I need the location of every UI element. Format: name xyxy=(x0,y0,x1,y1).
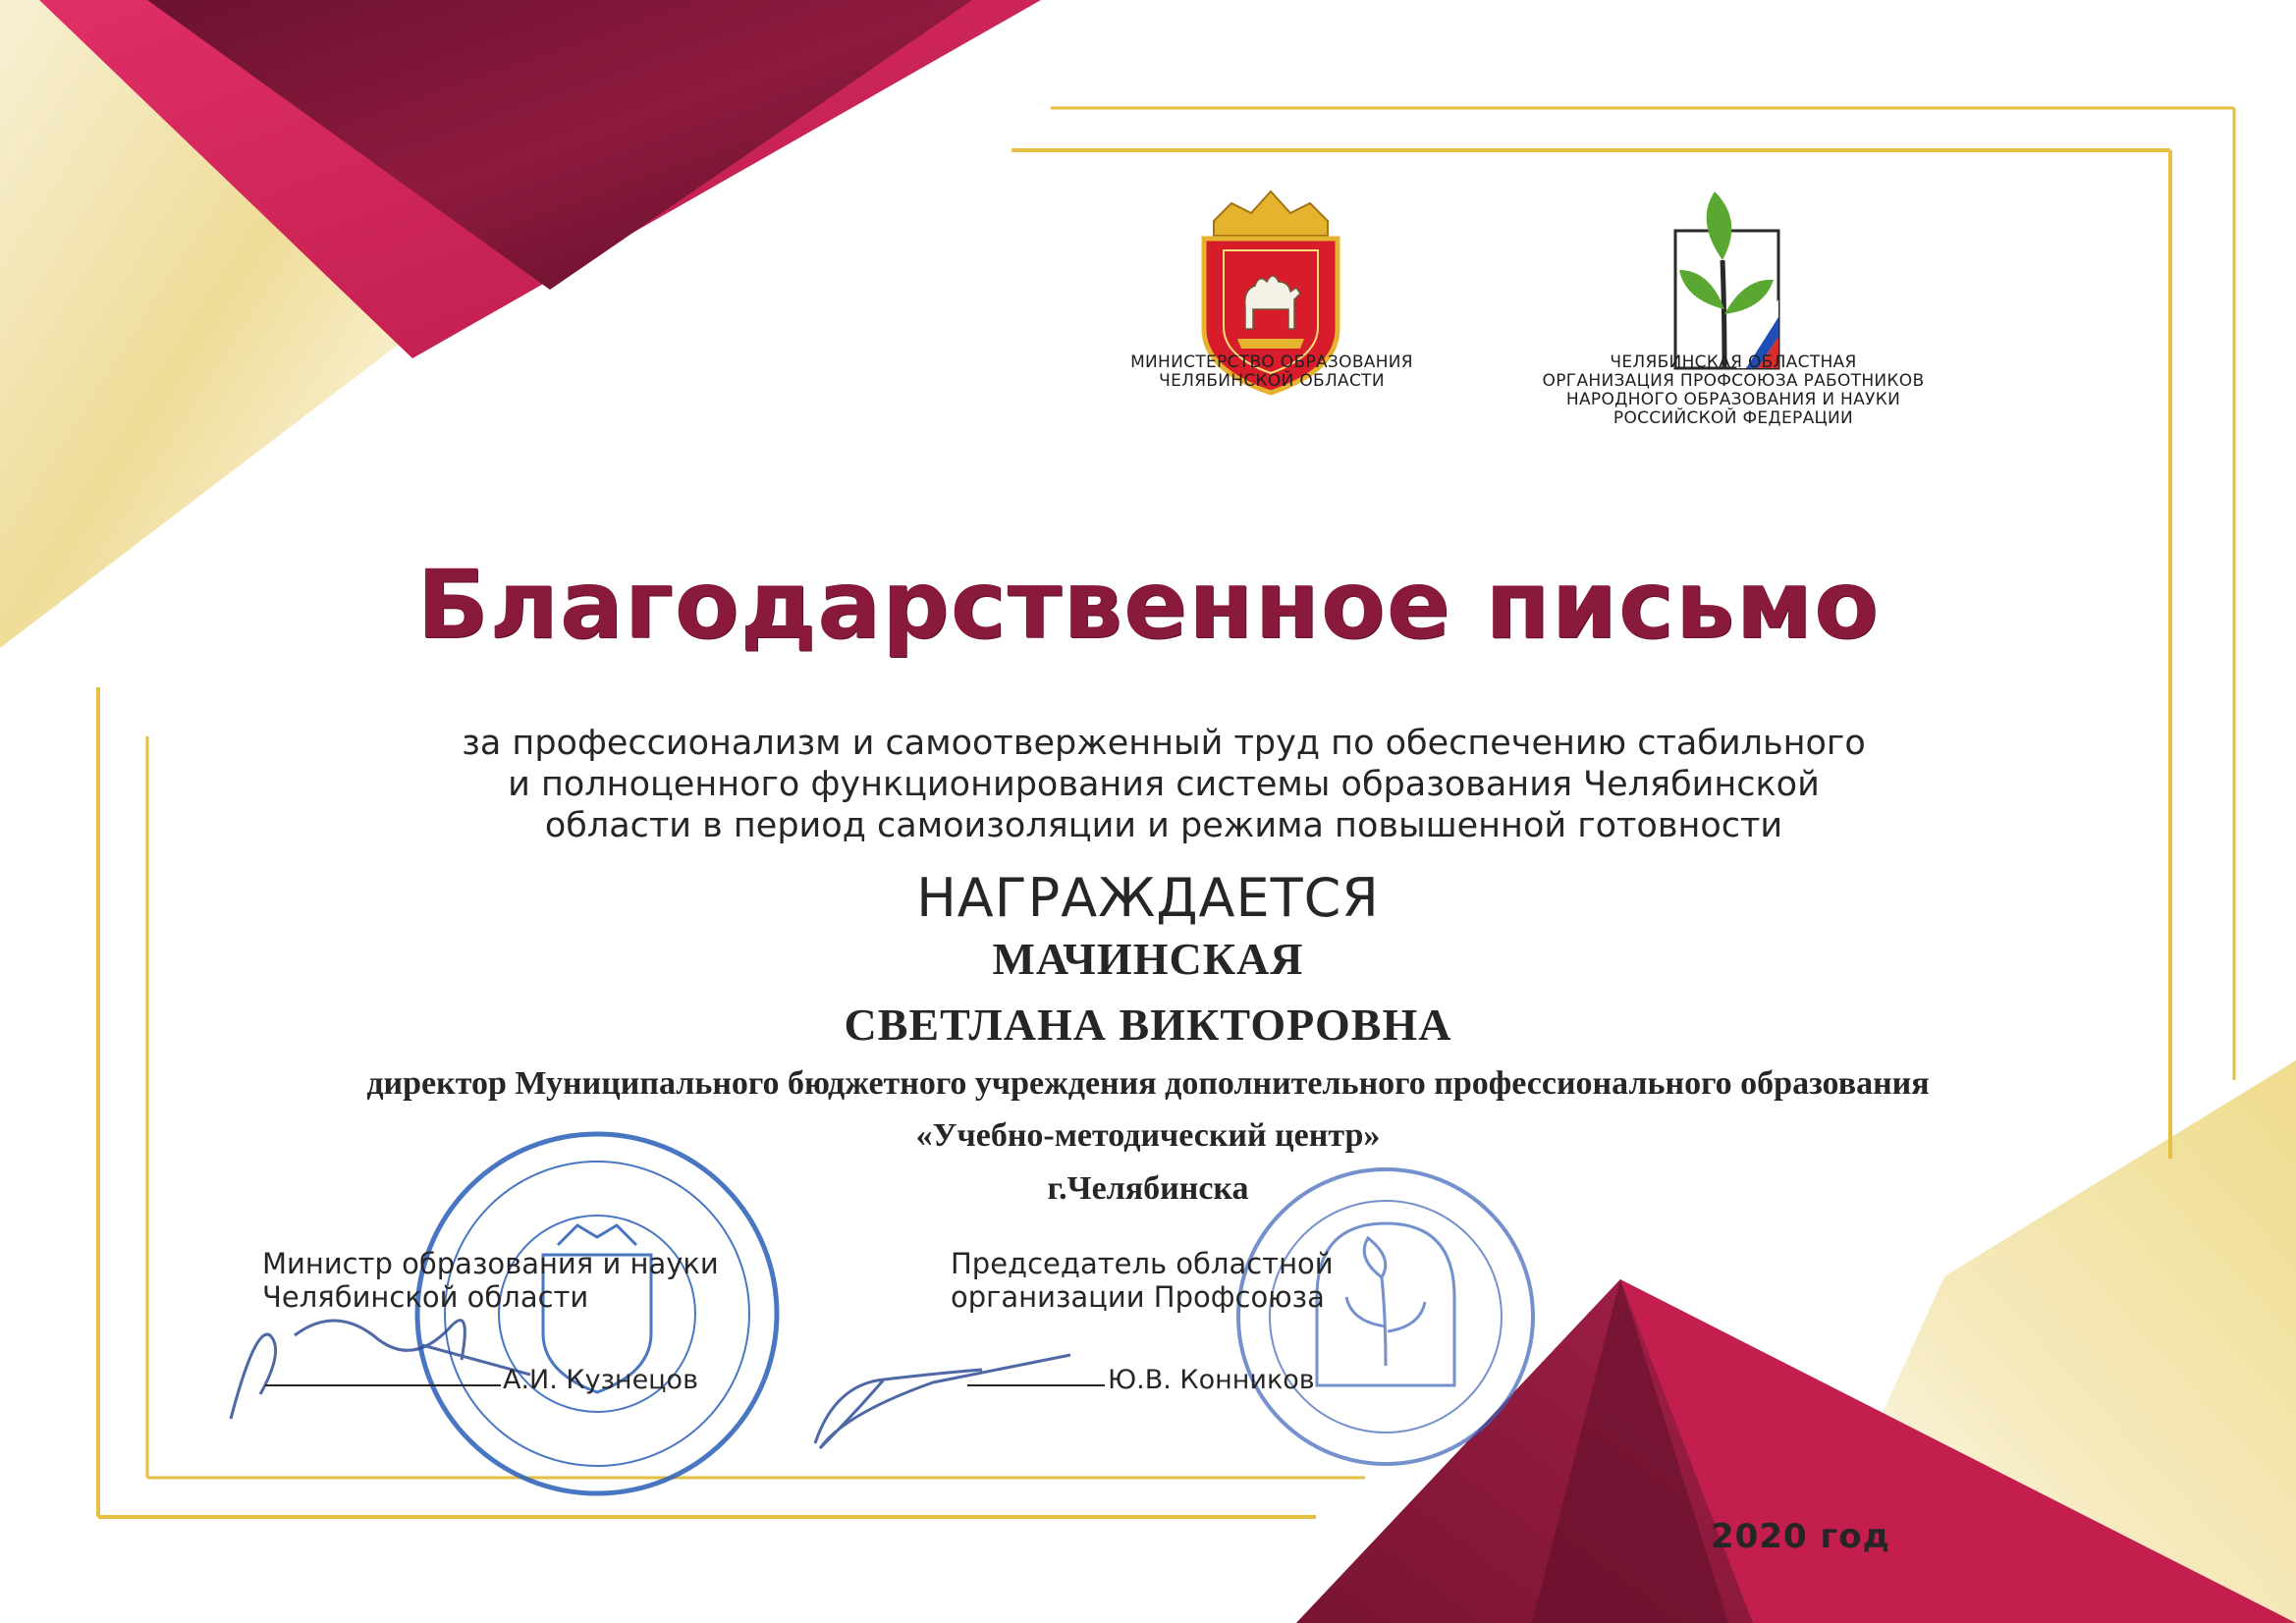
ministry-caption-line: МИНИСТЕРСТВО ОБРАЗОВАНИЯ xyxy=(1130,352,1413,372)
chairman-caption xyxy=(951,1247,1334,1314)
union-caption-line: ОРГАНИЗАЦИЯ ПРОФСОЮЗА РАБОТНИКОВ xyxy=(1542,371,1925,391)
minister-caption xyxy=(262,1247,719,1314)
union-caption-line: НАРОДНОГО ОБРАЗОВАНИЯ И НАУКИ xyxy=(1565,390,1901,409)
signature-right xyxy=(815,1355,1070,1448)
minister-caption-line: Челябинской области xyxy=(262,1280,589,1314)
union-caption xyxy=(1503,353,1964,428)
award-reason xyxy=(295,723,2033,846)
minister-name: А.И. Кузнецов xyxy=(503,1365,698,1395)
chairman-name: Ю.В. Конников xyxy=(1108,1365,1315,1395)
recipient-position: директор Муниципального бюджетного учреждения дополнительного профессионального образования xyxy=(366,1065,1930,1102)
page-title: Благодарственное письмо xyxy=(416,550,1880,660)
awarded-label: НАГРАЖДАЕТСЯ xyxy=(916,867,1380,929)
year-label: 2020 год xyxy=(1711,1517,1891,1556)
chairman-caption-line: организации Профсоюза xyxy=(951,1280,1325,1314)
minister-caption-line: Министр образования и науки xyxy=(262,1247,719,1280)
ministry-caption xyxy=(1100,353,1444,391)
chairman-caption-line: Председатель областной xyxy=(951,1247,1334,1280)
award-reason-line: области в период самоизоляции и режима повышенной готовности xyxy=(544,806,1783,845)
award-reason-line: и полноценного функционирования системы образования Челябинской xyxy=(508,765,1820,804)
recipient-surname: МАЧИНСКАЯ xyxy=(992,934,1304,984)
minister-signature-line xyxy=(265,1384,501,1386)
union-caption-line: ЧЕЛЯБИНСКАЯ ОБЛАСТНАЯ xyxy=(1610,352,1857,372)
recipient-given-names: СВЕТЛАНА ВИКТОРОВНА xyxy=(844,1000,1452,1050)
recipient-organization: «Учебно-методический центр» xyxy=(915,1117,1381,1154)
award-reason-line: за профессионализм и самоотверженный труд по обеспечению стабильного xyxy=(462,724,1866,763)
signature-left xyxy=(231,1321,530,1419)
union-stamp-icon xyxy=(1238,1169,1533,1464)
recipient-city: г.Челябинска xyxy=(1047,1170,1249,1207)
trade-union-leaf-icon xyxy=(1675,191,1778,368)
ministry-caption-line: ЧЕЛЯБИНСКОЙ ОБЛАСТИ xyxy=(1159,371,1385,391)
union-caption-line: РОССИЙСКОЙ ФЕДЕРАЦИИ xyxy=(1613,408,1854,428)
chairman-signature-line xyxy=(967,1384,1105,1386)
